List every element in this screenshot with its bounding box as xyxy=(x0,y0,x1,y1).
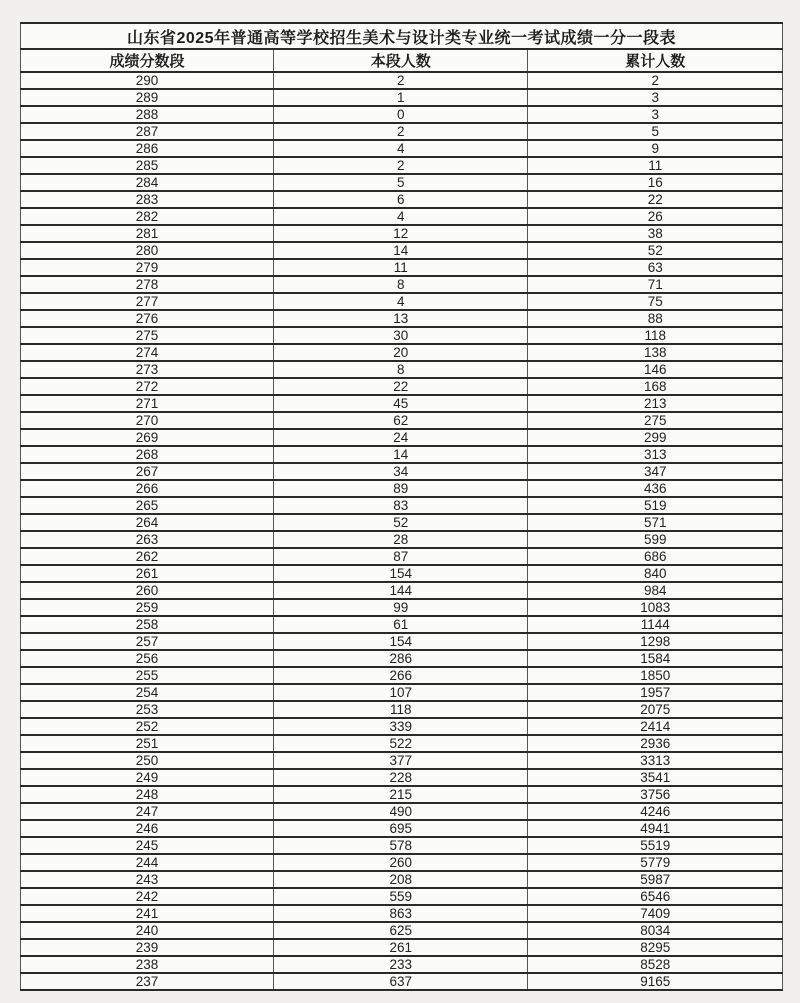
cumulative-count-cell: 3541 xyxy=(528,769,783,786)
cumulative-count-cell: 1298 xyxy=(528,633,783,650)
score-range-cell: 265 xyxy=(21,497,274,514)
segment-count-cell: 863 xyxy=(273,905,528,922)
segment-count-cell: 89 xyxy=(273,480,528,497)
score-range-cell: 274 xyxy=(21,344,274,361)
table-row xyxy=(21,582,783,599)
cumulative-count-cell: 9 xyxy=(528,140,783,157)
segment-count-cell: 578 xyxy=(273,837,528,854)
table-row xyxy=(21,701,783,718)
score-range-cell: 271 xyxy=(21,395,274,412)
cumulative-count-cell: 313 xyxy=(528,446,783,463)
table-row xyxy=(21,939,783,956)
segment-count-cell: 13 xyxy=(273,310,528,327)
score-range-cell: 280 xyxy=(21,242,274,259)
table-row xyxy=(21,548,783,565)
table-row xyxy=(21,225,783,242)
cumulative-count-cell: 1083 xyxy=(528,599,783,616)
table-row xyxy=(21,820,783,837)
table-row xyxy=(21,378,783,395)
cumulative-count-cell: 3756 xyxy=(528,786,783,803)
table-row xyxy=(21,684,783,701)
score-range-cell: 242 xyxy=(21,888,274,905)
segment-count-cell: 144 xyxy=(273,582,528,599)
score-range-cell: 262 xyxy=(21,548,274,565)
segment-count-cell: 30 xyxy=(273,327,528,344)
header-row xyxy=(21,49,783,72)
table-row xyxy=(21,786,783,803)
score-range-cell: 248 xyxy=(21,786,274,803)
score-range-cell: 283 xyxy=(21,191,274,208)
table-row xyxy=(21,905,783,922)
table-row xyxy=(21,871,783,888)
segment-count-cell: 5 xyxy=(273,174,528,191)
cumulative-count-cell: 118 xyxy=(528,327,783,344)
table-row xyxy=(21,633,783,650)
score-range-cell: 245 xyxy=(21,837,274,854)
table-row xyxy=(21,565,783,582)
score-range-cell: 266 xyxy=(21,480,274,497)
table-row xyxy=(21,395,783,412)
cumulative-count-cell: 52 xyxy=(528,242,783,259)
segment-count-cell: 339 xyxy=(273,718,528,735)
cumulative-count-cell: 2936 xyxy=(528,735,783,752)
cumulative-count-cell: 146 xyxy=(528,361,783,378)
table-row xyxy=(21,769,783,786)
score-range-cell: 237 xyxy=(21,973,274,990)
score-range-cell: 246 xyxy=(21,820,274,837)
score-range-cell: 254 xyxy=(21,684,274,701)
table-row xyxy=(21,854,783,871)
cumulative-count-cell: 299 xyxy=(528,429,783,446)
table-row xyxy=(21,412,783,429)
cumulative-count-cell: 4246 xyxy=(528,803,783,820)
table-row xyxy=(21,174,783,191)
cumulative-count-cell: 3 xyxy=(528,89,783,106)
cumulative-count-cell: 8034 xyxy=(528,922,783,939)
table-row xyxy=(21,718,783,735)
column-header-score-range: 成绩分数段 xyxy=(21,49,274,72)
cumulative-count-cell: 8295 xyxy=(528,939,783,956)
table-row xyxy=(21,140,783,157)
table-row xyxy=(21,837,783,854)
segment-count-cell: 2 xyxy=(273,72,528,89)
cumulative-count-cell: 63 xyxy=(528,259,783,276)
score-range-cell: 261 xyxy=(21,565,274,582)
cumulative-count-cell: 75 xyxy=(528,293,783,310)
cumulative-count-cell: 38 xyxy=(528,225,783,242)
table-row xyxy=(21,616,783,633)
score-range-cell: 255 xyxy=(21,667,274,684)
score-table-body xyxy=(21,72,783,990)
cumulative-count-cell: 16 xyxy=(528,174,783,191)
cumulative-count-cell: 3313 xyxy=(528,752,783,769)
score-range-cell: 267 xyxy=(21,463,274,480)
table-row xyxy=(21,293,783,310)
score-range-cell: 284 xyxy=(21,174,274,191)
segment-count-cell: 377 xyxy=(273,752,528,769)
cumulative-count-cell: 11 xyxy=(528,157,783,174)
segment-count-cell: 228 xyxy=(273,769,528,786)
cumulative-count-cell: 5519 xyxy=(528,837,783,854)
table-row xyxy=(21,429,783,446)
cumulative-count-cell: 1957 xyxy=(528,684,783,701)
table-row xyxy=(21,259,783,276)
cumulative-count-cell: 5 xyxy=(528,123,783,140)
table-row xyxy=(21,242,783,259)
cumulative-count-cell: 2414 xyxy=(528,718,783,735)
segment-count-cell: 2 xyxy=(273,123,528,140)
score-range-cell: 241 xyxy=(21,905,274,922)
cumulative-count-cell: 2 xyxy=(528,72,783,89)
segment-count-cell: 490 xyxy=(273,803,528,820)
score-range-cell: 252 xyxy=(21,718,274,735)
table-row xyxy=(21,89,783,106)
segment-count-cell: 61 xyxy=(273,616,528,633)
segment-count-cell: 0 xyxy=(273,106,528,123)
score-range-cell: 279 xyxy=(21,259,274,276)
cumulative-count-cell: 6546 xyxy=(528,888,783,905)
score-range-cell: 276 xyxy=(21,310,274,327)
table-row xyxy=(21,599,783,616)
title-row xyxy=(21,23,783,49)
score-range-cell: 269 xyxy=(21,429,274,446)
table-row xyxy=(21,922,783,939)
segment-count-cell: 87 xyxy=(273,548,528,565)
cumulative-count-cell: 1584 xyxy=(528,650,783,667)
segment-count-cell: 118 xyxy=(273,701,528,718)
table-row xyxy=(21,803,783,820)
cumulative-count-cell: 275 xyxy=(528,412,783,429)
score-range-cell: 259 xyxy=(21,599,274,616)
score-range-cell: 264 xyxy=(21,514,274,531)
column-header-segment-count: 本段人数 xyxy=(273,49,528,72)
table-row xyxy=(21,463,783,480)
cumulative-count-cell: 519 xyxy=(528,497,783,514)
table-row xyxy=(21,157,783,174)
score-range-cell: 270 xyxy=(21,412,274,429)
cumulative-count-cell: 71 xyxy=(528,276,783,293)
segment-count-cell: 11 xyxy=(273,259,528,276)
table-row xyxy=(21,106,783,123)
table-row xyxy=(21,344,783,361)
segment-count-cell: 14 xyxy=(273,446,528,463)
segment-count-cell: 154 xyxy=(273,633,528,650)
score-range-cell: 247 xyxy=(21,803,274,820)
score-range-cell: 253 xyxy=(21,701,274,718)
score-range-cell: 275 xyxy=(21,327,274,344)
cumulative-count-cell: 984 xyxy=(528,582,783,599)
cumulative-count-cell: 138 xyxy=(528,344,783,361)
score-table-container xyxy=(20,22,783,991)
segment-count-cell: 4 xyxy=(273,140,528,157)
score-range-cell: 250 xyxy=(21,752,274,769)
segment-count-cell: 522 xyxy=(273,735,528,752)
cumulative-count-cell: 347 xyxy=(528,463,783,480)
table-row xyxy=(21,667,783,684)
score-range-cell: 268 xyxy=(21,446,274,463)
table-row xyxy=(21,191,783,208)
cumulative-count-cell: 4941 xyxy=(528,820,783,837)
score-range-cell: 258 xyxy=(21,616,274,633)
score-range-cell: 244 xyxy=(21,854,274,871)
score-range-cell: 243 xyxy=(21,871,274,888)
cumulative-count-cell: 1850 xyxy=(528,667,783,684)
cumulative-count-cell: 88 xyxy=(528,310,783,327)
segment-count-cell: 52 xyxy=(273,514,528,531)
segment-count-cell: 266 xyxy=(273,667,528,684)
segment-count-cell: 8 xyxy=(273,276,528,293)
segment-count-cell: 83 xyxy=(273,497,528,514)
segment-count-cell: 28 xyxy=(273,531,528,548)
segment-count-cell: 4 xyxy=(273,208,528,225)
cumulative-count-cell: 26 xyxy=(528,208,783,225)
segment-count-cell: 1 xyxy=(273,89,528,106)
table-row xyxy=(21,888,783,905)
segment-count-cell: 107 xyxy=(273,684,528,701)
segment-count-cell: 62 xyxy=(273,412,528,429)
segment-count-cell: 559 xyxy=(273,888,528,905)
segment-count-cell: 695 xyxy=(273,820,528,837)
cumulative-count-cell: 5987 xyxy=(528,871,783,888)
score-range-cell: 286 xyxy=(21,140,274,157)
table-row xyxy=(21,973,783,990)
cumulative-count-cell: 3 xyxy=(528,106,783,123)
score-range-cell: 240 xyxy=(21,922,274,939)
table-row xyxy=(21,531,783,548)
segment-count-cell: 625 xyxy=(273,922,528,939)
cumulative-count-cell: 168 xyxy=(528,378,783,395)
score-range-cell: 285 xyxy=(21,157,274,174)
cumulative-count-cell: 8528 xyxy=(528,956,783,973)
score-range-cell: 287 xyxy=(21,123,274,140)
segment-count-cell: 14 xyxy=(273,242,528,259)
segment-count-cell: 260 xyxy=(273,854,528,871)
segment-count-cell: 12 xyxy=(273,225,528,242)
column-header-cumulative-count: 累计人数 xyxy=(528,49,783,72)
segment-count-cell: 261 xyxy=(273,939,528,956)
segment-count-cell: 24 xyxy=(273,429,528,446)
cumulative-count-cell: 22 xyxy=(528,191,783,208)
cumulative-count-cell: 213 xyxy=(528,395,783,412)
cumulative-count-cell: 436 xyxy=(528,480,783,497)
table-row xyxy=(21,735,783,752)
table-row xyxy=(21,497,783,514)
score-range-cell: 281 xyxy=(21,225,274,242)
table-row xyxy=(21,208,783,225)
table-row xyxy=(21,446,783,463)
score-range-cell: 257 xyxy=(21,633,274,650)
score-range-cell: 282 xyxy=(21,208,274,225)
segment-count-cell: 22 xyxy=(273,378,528,395)
cumulative-count-cell: 840 xyxy=(528,565,783,582)
score-range-cell: 251 xyxy=(21,735,274,752)
table-row xyxy=(21,361,783,378)
cumulative-count-cell: 5779 xyxy=(528,854,783,871)
segment-count-cell: 154 xyxy=(273,565,528,582)
segment-count-cell: 2 xyxy=(273,157,528,174)
score-range-cell: 290 xyxy=(21,72,274,89)
cumulative-count-cell: 7409 xyxy=(528,905,783,922)
table-row xyxy=(21,956,783,973)
table-row xyxy=(21,72,783,89)
segment-count-cell: 286 xyxy=(273,650,528,667)
table-row xyxy=(21,123,783,140)
score-range-cell: 278 xyxy=(21,276,274,293)
score-range-cell: 288 xyxy=(21,106,274,123)
segment-count-cell: 20 xyxy=(273,344,528,361)
score-range-cell: 277 xyxy=(21,293,274,310)
table-row xyxy=(21,514,783,531)
table-row xyxy=(21,310,783,327)
cumulative-count-cell: 599 xyxy=(528,531,783,548)
segment-count-cell: 8 xyxy=(273,361,528,378)
segment-count-cell: 208 xyxy=(273,871,528,888)
segment-count-cell: 233 xyxy=(273,956,528,973)
cumulative-count-cell: 571 xyxy=(528,514,783,531)
segment-count-cell: 215 xyxy=(273,786,528,803)
score-range-cell: 249 xyxy=(21,769,274,786)
table-row xyxy=(21,480,783,497)
score-range-cell: 273 xyxy=(21,361,274,378)
table-row xyxy=(21,327,783,344)
score-range-cell: 263 xyxy=(21,531,274,548)
score-range-cell: 260 xyxy=(21,582,274,599)
cumulative-count-cell: 1144 xyxy=(528,616,783,633)
score-range-cell: 289 xyxy=(21,89,274,106)
segment-count-cell: 637 xyxy=(273,973,528,990)
segment-count-cell: 6 xyxy=(273,191,528,208)
table-row xyxy=(21,650,783,667)
table-row xyxy=(21,276,783,293)
score-range-cell: 272 xyxy=(21,378,274,395)
score-range-cell: 239 xyxy=(21,939,274,956)
segment-count-cell: 45 xyxy=(273,395,528,412)
cumulative-count-cell: 9165 xyxy=(528,973,783,990)
cumulative-count-cell: 2075 xyxy=(528,701,783,718)
table-row xyxy=(21,752,783,769)
score-range-cell: 238 xyxy=(21,956,274,973)
cumulative-count-cell: 686 xyxy=(528,548,783,565)
segment-count-cell: 99 xyxy=(273,599,528,616)
score-distribution-table xyxy=(20,22,783,991)
segment-count-cell: 4 xyxy=(273,293,528,310)
score-range-cell: 256 xyxy=(21,650,274,667)
table-title: 山东省2025年普通高等学校招生美术与设计类专业统一考试成绩一分一段表 xyxy=(21,23,783,49)
segment-count-cell: 34 xyxy=(273,463,528,480)
